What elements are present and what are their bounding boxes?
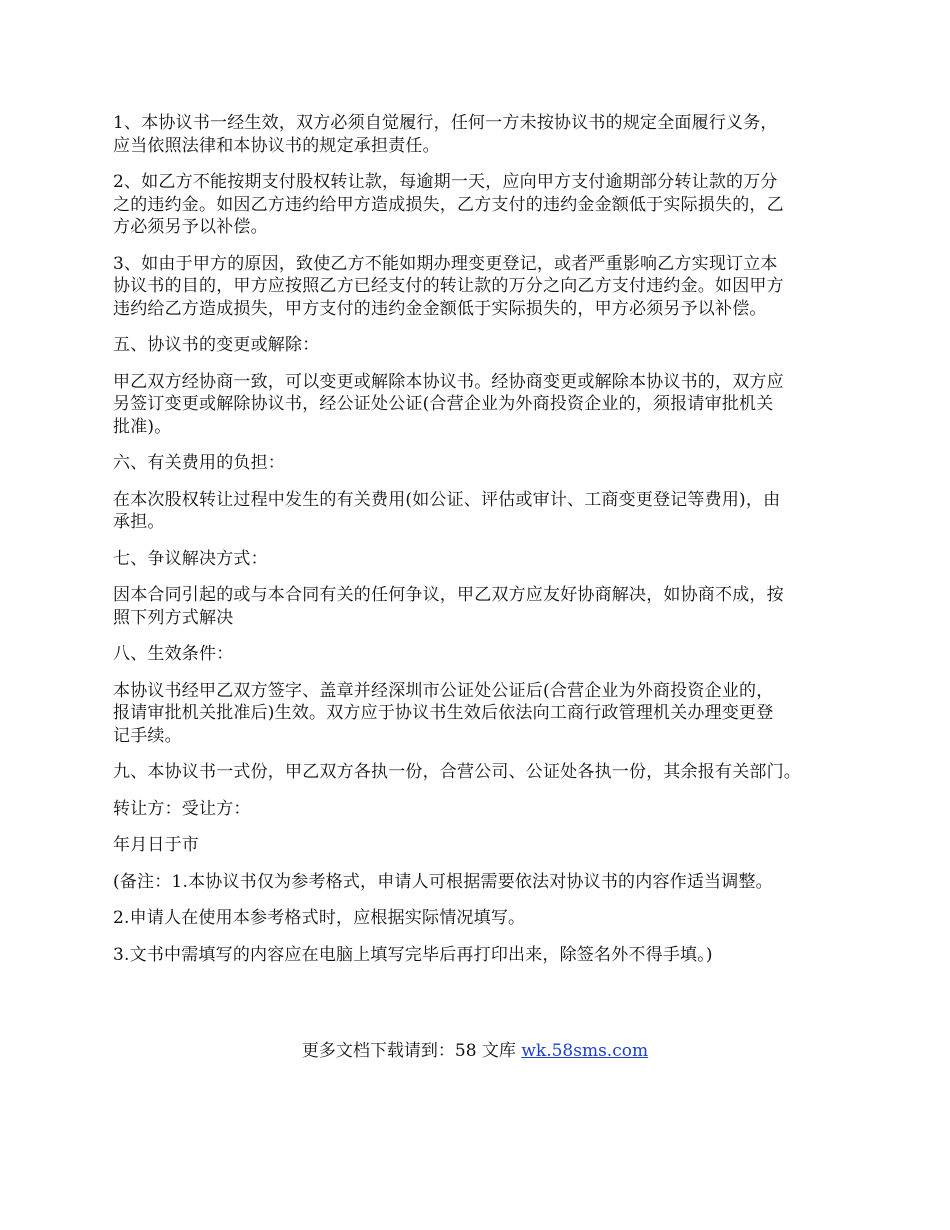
section-6-heading: 六、有关费用的负担： — [113, 453, 285, 473]
section-9-paragraph: 九、本协议书一式份，甲乙双方各执一份，合营公司、公证处各执一份，其余报有关部门。 — [113, 762, 801, 782]
document-body — [113, 112, 853, 980]
footer-link[interactable]: wk.58sms.com — [521, 1041, 649, 1061]
footer-text: 更多文档下载请到：58 文库 — [301, 1041, 522, 1061]
clause-1-paragraph: 1、本协议书一经生效，双方必须自觉履行，任何一方未按协议书的规定全面履行义务， 应当依照法律和本协议书的规定承担责任。 — [113, 113, 778, 156]
section-8-heading: 八、生效条件： — [113, 644, 234, 664]
section-7-heading: 七、争议解决方式： — [113, 548, 268, 569]
note-1: (备注：1.本协议书仅为参考格式，申请人可根据需要依法对协议书的内容作适当调整。 — [113, 871, 773, 892]
clause-3-paragraph: 3、如由于甲方的原因，致使乙方不能如期办理变更登记，或者严重影响乙方实现订立本 协议书的目的，甲方应按照乙方已经支付的转让款的万分之向乙方支付违约金。如因甲方 违约给乙方造成损失，甲方支付的违约金金额低于实际损失的，甲方必须另予以补偿。 — [113, 253, 784, 319]
date-place-line: 年月日于市 — [113, 835, 199, 855]
section-8-paragraph: 本协议书经甲乙双方签字、盖章并经深圳市公证处公证后(合营企业为外商投资企业的， 报请审批机关批准后)生效。双方应于协议书生效后依法向工商行政管理机关办理变更登 记手续。 — [113, 680, 774, 746]
footer — [0, 1040, 950, 1062]
section-5-paragraph: 甲乙双方经协商一致，可以变更或解除本协议书。经协商变更或解除本协议书的，双方应 另签订变更或解除协议书，经公证处公证(合营企业为外商投资企业的，须报请审批机关 批准)。 — [113, 371, 784, 437]
note-3: 3.文书中需填写的内容应在电脑上填写完毕后再打印出来，除签名外不得手填。) — [113, 944, 713, 965]
note-2: 2.申请人在使用本参考格式时，应根据实际情况填写。 — [113, 908, 526, 928]
section-5-heading: 五、协议书的变更或解除： — [113, 335, 320, 355]
section-6-paragraph: 在本次股权转让过程中发生的有关费用(如公证、评估或审计、工商变更登记等费用)，由 承担。 — [113, 489, 781, 532]
signature-line: 转让方：受让方： — [113, 798, 251, 819]
section-7-paragraph: 因本合同引起的或与本合同有关的任何争议，甲乙双方应友好协商解决，如协商不成，按 照下列方式解决 — [113, 585, 784, 628]
clause-2-paragraph: 2、如乙方不能按期支付股权转让款，每逾期一天，应向甲方支付逾期部分转让款的万分 之的违约金。如因乙方违约给甲方造成损失，乙方支付的违约金金额低于实际损失的，乙 方必须另予以补偿。 — [113, 172, 784, 237]
